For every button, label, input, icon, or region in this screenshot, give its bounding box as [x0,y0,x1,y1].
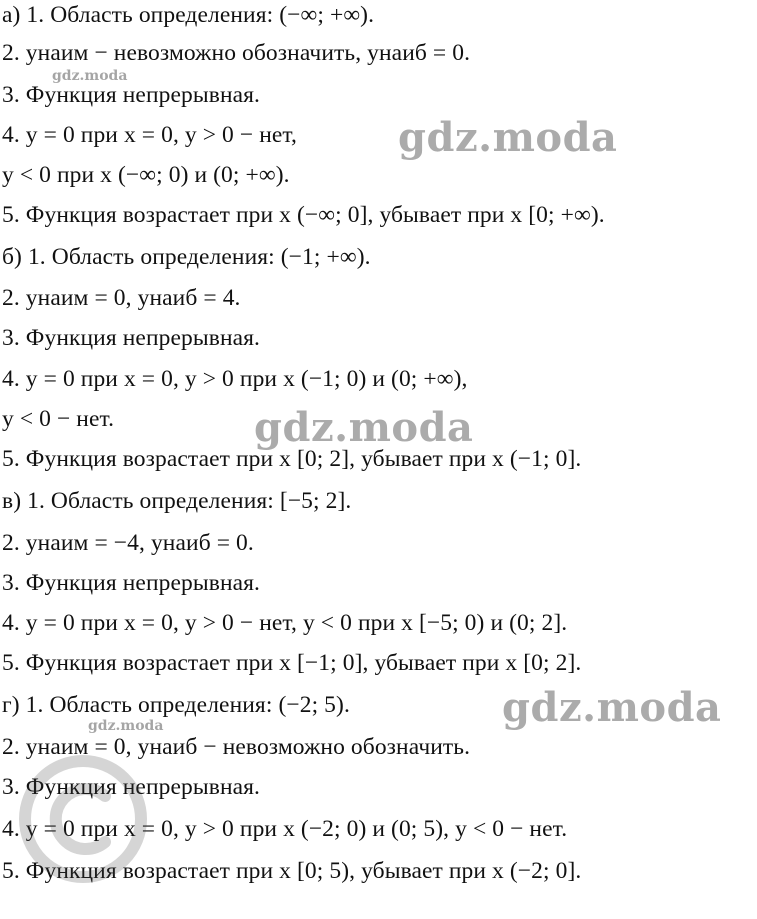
watermark: gdz.moda [88,718,164,734]
text-line: 4. y = 0 при x = 0, y > 0 при x (−2; 0) и (0; 5), y < 0 − нет. [2,816,568,842]
text-line: 2. yнаим = 0, yнаиб − невозможно обозначить. [2,734,471,760]
text-line: 4. y = 0 при x = 0, y > 0 при x (−1; 0) и (0; +∞), [2,366,468,392]
text-line: 5. Функция возрастает при x [0; 5), убывает при x (−2; 0]. [2,858,582,884]
text-line: а) 1. Область определения: (−∞; +∞). [2,2,375,28]
copyright-icon [8,744,158,894]
text-line: 4. y = 0 при x = 0, y > 0 − нет, [2,122,297,148]
text-line: 3. Функция непрерывная. [2,774,261,800]
text-line: 5. Функция возрастает при x (−∞; 0], убывает при x [0; +∞). [2,202,605,228]
text-line: 3. Функция непрерывная. [2,570,261,596]
watermark: gdz.moda [398,114,618,161]
text-line: г) 1. Область определения: (−2; 5). [2,692,350,718]
text-line: 3. Функция непрерывная. [2,325,261,351]
watermark: gdz.moda [502,684,722,731]
text-line: 4. y = 0 при x = 0, y > 0 − нет, y < 0 при x [−5; 0) и (0; 2]. [2,610,568,636]
text-line: 2. yнаим = −4, yнаиб = 0. [2,530,254,556]
text-line: б) 1. Область определения: (−1; +∞). [2,244,371,270]
watermark: gdz.moda [52,68,128,84]
text-line: 5. Функция возрастает при x [−1; 0], убывает при x [0; 2]. [2,650,582,676]
text-line: y < 0 − нет. [2,406,115,432]
watermark: gdz.moda [254,404,474,451]
text-line: 5. Функция возрастает при x [0; 2], убывает при x (−1; 0]. [2,446,582,472]
text-line: 3. Функция непрерывная. [2,82,261,108]
text-line: 2. yнаим − невозможно обозначить, yнаиб = 0. [2,40,471,66]
text-line: y < 0 при x (−∞; 0) и (0; +∞). [2,162,290,188]
text-line: 2. yнаим = 0, yнаиб = 4. [2,285,241,311]
text-line: в) 1. Область определения: [−5; 2]. [2,488,352,514]
